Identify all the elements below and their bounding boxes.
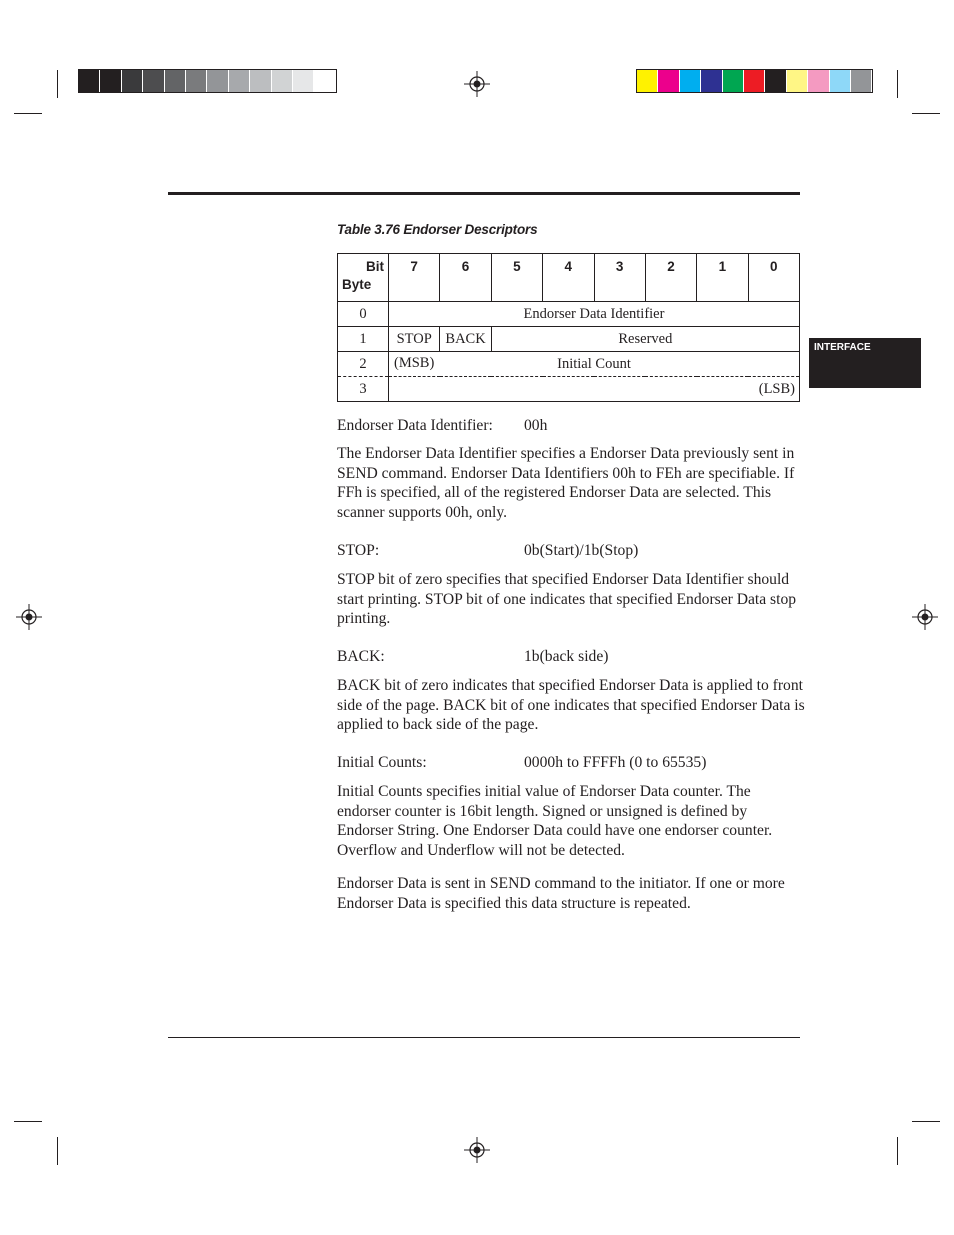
registration-mark-icon bbox=[464, 1137, 490, 1163]
color-swatch bbox=[701, 70, 722, 92]
color-swatch bbox=[830, 70, 851, 92]
gray-swatch bbox=[165, 70, 186, 92]
bit-number-header: 2 bbox=[645, 254, 696, 302]
paragraph-text: STOP bit of zero specifies that specified Endorser Data Identifier should start printing. STOP bit of one indicates that specified Endorser Data stop printing. bbox=[337, 571, 797, 628]
color-swatch bbox=[637, 70, 658, 92]
definition-value: 0b(Start)/1b(Stop) bbox=[524, 542, 639, 559]
color-swatch bbox=[723, 70, 744, 92]
paragraph-text: BACK bit of zero indicates that specified Endorser Data is applied to front side of the page. BACK bit of one indicates that specified Endorser Data is applied to back side of the page. bbox=[337, 677, 805, 734]
gray-swatch bbox=[250, 70, 271, 92]
section-thumb-tab-label: INTERFACE bbox=[814, 342, 871, 353]
gray-swatch bbox=[229, 70, 250, 92]
table-row bbox=[338, 327, 800, 352]
crop-mark bbox=[897, 1137, 898, 1165]
definition-value: 1b(back side) bbox=[524, 648, 609, 665]
table-row bbox=[338, 302, 800, 327]
bit-number-header: 0 bbox=[748, 254, 799, 302]
gray-swatch bbox=[100, 70, 121, 92]
color-swatch bbox=[808, 70, 829, 92]
byte-number-cell: 1 bbox=[338, 327, 389, 352]
crop-mark bbox=[14, 113, 42, 114]
bit-number-header: 4 bbox=[543, 254, 594, 302]
gray-swatch bbox=[122, 70, 143, 92]
paragraph-text: Endorser Data is sent in SEND command to the initiator. If one or more Endorser Data is specified this data structure is repeated. bbox=[337, 875, 785, 912]
color-swatch bbox=[851, 70, 872, 92]
initial-count-field bbox=[389, 352, 800, 377]
definition-row bbox=[337, 541, 639, 561]
bit-number-header: 5 bbox=[491, 254, 542, 302]
color-swatch bbox=[680, 70, 701, 92]
table-row bbox=[338, 377, 800, 402]
gray-swatch bbox=[186, 70, 207, 92]
definition-label: STOP: bbox=[337, 542, 380, 559]
definition-row bbox=[337, 416, 548, 436]
header-rule bbox=[168, 192, 800, 195]
definition-paragraph bbox=[337, 782, 807, 860]
color-swatch bbox=[658, 70, 679, 92]
reserved-field: Reserved bbox=[491, 327, 799, 352]
paragraph-text: The Endorser Data Identifier specifies a Endorser Data previously sent in SEND command. Endorser Data Identifiers 00h to FEh are specifiable. If FFh is specified, all of the registered Endorser Data are selected. This scanner supports 00h, only. bbox=[337, 445, 795, 521]
color-swatch bbox=[765, 70, 786, 92]
color-swatch bbox=[744, 70, 765, 92]
gray-swatch bbox=[314, 70, 335, 92]
gray-swatch bbox=[143, 70, 164, 92]
section-thumb-tab bbox=[809, 338, 921, 388]
gray-swatch bbox=[272, 70, 293, 92]
crop-mark bbox=[57, 1137, 58, 1165]
bit-header-label: Bit bbox=[366, 259, 384, 274]
back-bit-field: BACK bbox=[440, 327, 491, 352]
definition-label: Endorser Data Identifier: bbox=[337, 417, 493, 434]
footer-rule bbox=[168, 1037, 800, 1038]
byte-number-cell: 2 bbox=[338, 352, 389, 377]
closing-paragraph bbox=[337, 874, 807, 913]
msb-label: (MSB) bbox=[394, 355, 435, 371]
endorser-descriptor-table bbox=[337, 253, 800, 402]
bit-number-header: 1 bbox=[697, 254, 748, 302]
table-header-row bbox=[338, 254, 800, 302]
crop-mark bbox=[912, 1121, 940, 1122]
registration-mark-icon bbox=[16, 604, 42, 630]
definition-label: Initial Counts: bbox=[337, 754, 427, 771]
endorser-data-identifier-field: Endorser Data Identifier bbox=[389, 302, 800, 327]
byte-number-cell: 3 bbox=[338, 377, 389, 402]
bit-number-header: 7 bbox=[389, 254, 440, 302]
definition-label: BACK: bbox=[337, 648, 385, 665]
definition-row bbox=[337, 753, 707, 773]
definition-value: 00h bbox=[524, 417, 548, 434]
table-row bbox=[338, 352, 800, 377]
crop-mark bbox=[14, 1121, 42, 1122]
bit-number-header: 3 bbox=[594, 254, 645, 302]
stop-bit-field: STOP bbox=[389, 327, 440, 352]
definition-paragraph bbox=[337, 570, 807, 629]
crop-mark bbox=[897, 70, 898, 98]
gray-swatch bbox=[207, 70, 228, 92]
grayscale-calibration-bar bbox=[78, 69, 337, 93]
byte-header-label: Byte bbox=[342, 277, 372, 292]
initial-count-label: Initial Count bbox=[557, 355, 631, 372]
gray-swatch bbox=[293, 70, 314, 92]
paragraph-text: Initial Counts specifies initial value of Endorser Data counter. The endorser counter is 16bit length. Signed or unsigned is defined by Endorser String. One Endorser Data could have one endorser counter. Overflow and Underflow will not be detected. bbox=[337, 783, 773, 859]
definition-row bbox=[337, 647, 609, 667]
crop-mark bbox=[57, 70, 58, 98]
byte-number-cell: 0 bbox=[338, 302, 389, 327]
initial-count-lsb-field bbox=[389, 377, 800, 402]
bit-byte-header bbox=[338, 254, 389, 302]
lsb-label: (LSB) bbox=[758, 380, 795, 397]
color-swatch bbox=[787, 70, 808, 92]
crop-mark bbox=[912, 113, 940, 114]
color-calibration-bar bbox=[636, 69, 873, 93]
definition-paragraph bbox=[337, 444, 807, 522]
bit-number-header: 6 bbox=[440, 254, 491, 302]
registration-mark-icon bbox=[464, 71, 490, 97]
definition-value: 0000h to FFFFh (0 to 65535) bbox=[524, 754, 707, 771]
definition-paragraph bbox=[337, 676, 807, 735]
table-caption: Table 3.76 Endorser Descriptors bbox=[337, 222, 538, 237]
gray-swatch bbox=[79, 70, 100, 92]
registration-mark-icon bbox=[912, 604, 938, 630]
